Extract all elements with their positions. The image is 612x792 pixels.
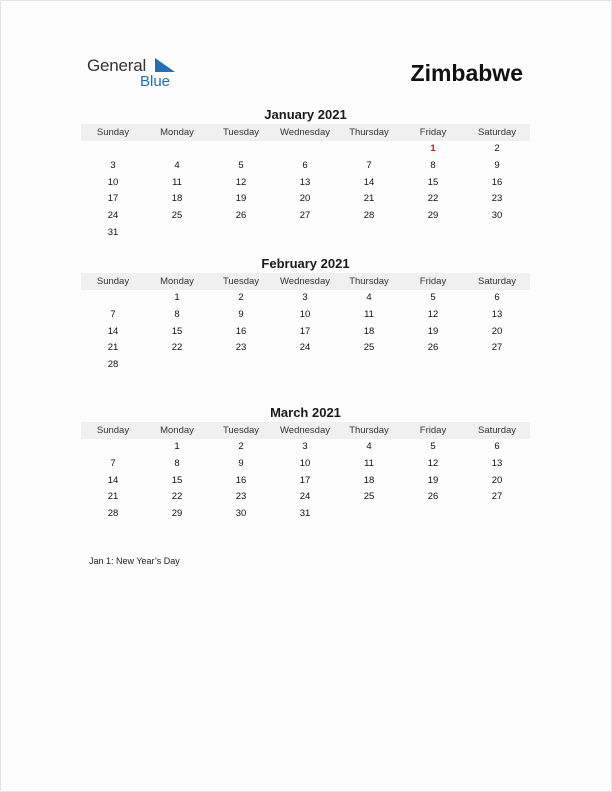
weekday-label: Tuesday — [222, 276, 260, 287]
day-cell: 12 — [235, 176, 247, 188]
day-cell: 25 — [171, 210, 183, 222]
week-row — [81, 208, 530, 225]
day-cell: 18 — [363, 474, 375, 486]
day-cell: 20 — [491, 474, 503, 486]
day-cell: 22 — [427, 193, 439, 205]
day-cell: 22 — [171, 491, 183, 503]
weekday-label: Sunday — [96, 276, 130, 287]
empty-day-cell — [209, 225, 273, 242]
day-cell: 20 — [299, 193, 311, 205]
day-cell: 12 — [427, 308, 439, 320]
day-cell: 16 — [235, 325, 247, 337]
weekday-header-row — [81, 422, 530, 439]
empty-day-cell — [337, 506, 401, 523]
day-cell: 8 — [174, 457, 180, 469]
empty-day-cell — [401, 357, 465, 374]
day-cell: 23 — [235, 342, 247, 354]
day-cell: 11 — [172, 176, 182, 188]
day-cell: 2 — [238, 292, 244, 303]
day-cell: 17 — [299, 474, 311, 486]
day-cell: 23 — [491, 193, 503, 205]
day-cell: 17 — [299, 325, 311, 337]
week-row — [81, 141, 530, 158]
day-cell: 22 — [171, 342, 183, 354]
empty-day-cell — [273, 225, 337, 242]
day-cell: 26 — [427, 491, 439, 503]
day-cell: 7 — [366, 159, 372, 171]
day-cell: 29 — [427, 210, 439, 222]
empty-day-cell — [465, 357, 529, 374]
day-cell: 7 — [110, 457, 116, 469]
empty-day-cell — [209, 357, 273, 374]
day-cell: 10 — [299, 457, 311, 469]
day-cell: 24 — [299, 342, 311, 354]
week-row — [81, 473, 530, 490]
holiday-day-cell: 1 — [430, 143, 436, 154]
weekday-label: Saturday — [477, 425, 517, 436]
day-cell: 8 — [174, 308, 180, 320]
week-row — [81, 225, 530, 242]
logo-triangle-icon — [155, 58, 175, 74]
day-cell: 14 — [363, 176, 375, 188]
empty-day-cell — [337, 357, 401, 374]
day-cell: 2 — [238, 441, 244, 452]
day-cell: 6 — [494, 292, 500, 303]
weekday-label: Saturday — [477, 127, 517, 138]
weeks-grid — [81, 141, 530, 242]
day-cell: 17 — [107, 193, 119, 205]
empty-day-cell — [145, 225, 209, 242]
empty-day-cell — [465, 506, 529, 523]
day-cell: 15 — [427, 176, 439, 188]
day-cell: 24 — [107, 210, 119, 222]
day-cell: 6 — [302, 159, 308, 171]
day-cell: 30 — [235, 508, 247, 520]
holiday-notes — [89, 556, 180, 566]
holiday-note: Jan 1: New Year’s Day — [89, 556, 180, 566]
weekday-header-row — [81, 273, 530, 290]
day-cell: 31 — [107, 226, 119, 238]
weekday-label: Wednesday — [280, 425, 330, 436]
logo-text-blue: Blue — [140, 73, 171, 90]
day-cell: 20 — [491, 325, 503, 337]
weekday-label: Sunday — [96, 127, 130, 138]
empty-day-cell — [81, 290, 145, 307]
week-row — [81, 357, 530, 374]
month-calendar — [81, 107, 530, 242]
day-cell: 13 — [299, 176, 311, 188]
week-row — [81, 324, 530, 341]
empty-day-cell — [337, 141, 401, 158]
day-cell: 4 — [174, 159, 180, 171]
weekday-label: Sunday — [96, 425, 130, 436]
week-row — [81, 506, 530, 523]
day-cell: 28 — [363, 210, 375, 222]
day-cell: 15 — [171, 474, 183, 486]
day-cell: 10 — [299, 308, 311, 320]
day-cell: 4 — [366, 441, 372, 452]
day-cell: 16 — [491, 176, 503, 188]
week-row — [81, 175, 530, 192]
week-row — [81, 158, 530, 175]
empty-day-cell — [401, 225, 465, 242]
day-cell: 11 — [364, 457, 374, 469]
generalblue-logo — [87, 56, 187, 92]
week-row — [81, 191, 530, 208]
empty-day-cell — [273, 357, 337, 374]
weekday-label: Thursday — [349, 276, 389, 287]
day-cell: 31 — [299, 508, 311, 520]
day-cell: 13 — [491, 308, 503, 320]
day-cell: 10 — [107, 176, 119, 188]
week-row — [81, 439, 530, 456]
day-cell: 19 — [427, 474, 439, 486]
weekday-label: Thursday — [349, 425, 389, 436]
weekday-label: Monday — [160, 425, 194, 436]
logo-text-general: General — [87, 56, 147, 75]
day-cell: 12 — [427, 457, 439, 469]
day-cell: 14 — [107, 325, 119, 337]
day-cell: 9 — [238, 457, 244, 469]
week-row — [81, 456, 530, 473]
empty-day-cell — [337, 225, 401, 242]
country-title: Zimbabwe — [410, 60, 523, 86]
empty-day-cell — [401, 506, 465, 523]
day-cell: 7 — [110, 308, 116, 320]
empty-day-cell — [209, 141, 273, 158]
week-row — [81, 290, 530, 307]
day-cell: 19 — [427, 325, 439, 337]
weekday-label: Monday — [160, 127, 194, 138]
month-calendar — [81, 405, 530, 523]
weekday-label: Saturday — [477, 276, 517, 287]
day-cell: 16 — [235, 474, 247, 486]
week-row — [81, 489, 530, 506]
weekday-label: Monday — [160, 276, 194, 287]
day-cell: 21 — [107, 342, 119, 354]
day-cell: 11 — [364, 308, 374, 320]
day-cell: 5 — [430, 292, 436, 303]
day-cell: 28 — [107, 359, 119, 371]
weekday-label: Thursday — [349, 127, 389, 138]
month-title: January 2021 — [264, 107, 347, 122]
day-cell: 23 — [235, 491, 247, 503]
weekday-label: Wednesday — [280, 127, 330, 138]
day-cell: 27 — [491, 491, 503, 503]
day-cell: 9 — [238, 308, 244, 320]
day-cell: 1 — [174, 292, 180, 303]
weekday-label: Tuesday — [222, 425, 260, 436]
day-cell: 4 — [366, 292, 372, 303]
weekday-label: Friday — [419, 127, 447, 138]
day-cell: 29 — [171, 508, 183, 520]
day-cell: 27 — [491, 342, 503, 354]
day-cell: 28 — [107, 508, 119, 520]
weekday-label: Wednesday — [280, 276, 330, 287]
month-title: February 2021 — [261, 256, 350, 271]
empty-day-cell — [465, 225, 529, 242]
month-title: March 2021 — [270, 405, 341, 420]
day-cell: 21 — [107, 491, 119, 503]
empty-day-cell — [145, 357, 209, 374]
day-cell: 26 — [235, 210, 247, 222]
day-cell: 21 — [363, 193, 375, 205]
day-cell: 18 — [363, 325, 375, 337]
day-cell: 25 — [363, 342, 375, 354]
day-cell: 13 — [491, 457, 503, 469]
day-cell: 3 — [302, 441, 308, 452]
day-cell: 1 — [174, 441, 180, 452]
weeks-grid — [81, 439, 530, 523]
weeks-grid — [81, 290, 530, 374]
empty-day-cell — [273, 141, 337, 158]
day-cell: 15 — [171, 325, 183, 337]
weekday-label: Tuesday — [222, 127, 260, 138]
day-cell: 18 — [171, 193, 183, 205]
day-cell: 9 — [494, 159, 500, 171]
week-row — [81, 340, 530, 357]
day-cell: 8 — [430, 159, 436, 171]
month-calendar — [81, 256, 530, 374]
day-cell: 19 — [235, 193, 247, 205]
day-cell: 6 — [494, 441, 500, 452]
week-row — [81, 307, 530, 324]
day-cell: 27 — [299, 210, 311, 222]
day-cell: 25 — [363, 491, 375, 503]
day-cell: 5 — [430, 441, 436, 452]
day-cell: 3 — [302, 292, 308, 303]
day-cell: 5 — [238, 159, 244, 171]
empty-day-cell — [145, 141, 209, 158]
day-cell: 14 — [107, 474, 119, 486]
empty-day-cell — [81, 439, 145, 456]
weekday-header-row — [81, 124, 530, 141]
day-cell: 24 — [299, 491, 311, 503]
empty-day-cell — [81, 141, 145, 158]
day-cell: 3 — [110, 159, 116, 171]
weekday-label: Friday — [419, 276, 447, 287]
weekday-label: Friday — [419, 425, 447, 436]
day-cell: 30 — [491, 210, 503, 222]
day-cell: 2 — [494, 143, 500, 154]
day-cell: 26 — [427, 342, 439, 354]
